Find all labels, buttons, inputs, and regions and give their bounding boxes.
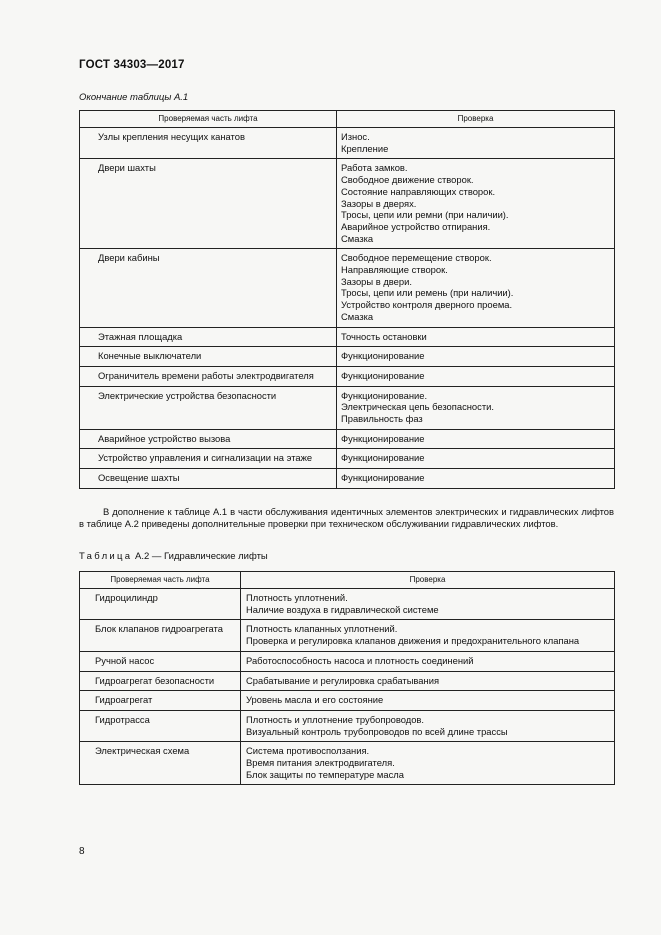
table-row bbox=[80, 128, 615, 159]
check-item: Плотность уплотнений. bbox=[246, 592, 348, 603]
column-header-check: Проверка bbox=[241, 572, 615, 589]
table-row bbox=[80, 469, 615, 489]
check-item: Аварийное устройство отпирания. bbox=[341, 220, 491, 232]
check-item: Визуальный контроль трубопроводов по всей длине трассы bbox=[246, 725, 508, 737]
check-item: Функционирование bbox=[341, 472, 425, 484]
table-row bbox=[80, 249, 615, 327]
table-row bbox=[80, 620, 615, 651]
column-header-check: Проверка bbox=[337, 111, 615, 128]
document-id: ГОСТ 34303—2017 bbox=[79, 59, 185, 71]
table-row bbox=[80, 589, 615, 620]
check-item: Уровень масла и его состояние bbox=[246, 694, 384, 706]
check-items-cell bbox=[337, 327, 615, 347]
check-item: Функционирование bbox=[341, 432, 425, 444]
check-item: Функционирование bbox=[341, 369, 425, 381]
check-item: Время питания электродвигателя. bbox=[246, 757, 395, 769]
check-item: Система противосползания. bbox=[246, 745, 370, 757]
table-row bbox=[80, 651, 615, 671]
check-item: Зазоры в дверях. bbox=[341, 197, 417, 209]
checked-part-cell: Ограничитель времени работы электродвигателя bbox=[80, 366, 337, 386]
table-a1 bbox=[79, 110, 615, 489]
checked-part-cell: Гидротрасса bbox=[80, 710, 241, 741]
check-items-cell bbox=[241, 742, 615, 785]
check-items-cell bbox=[241, 589, 615, 620]
check-items-cell bbox=[241, 710, 615, 741]
check-item: Срабатывание и регулировка срабатывания bbox=[246, 674, 440, 686]
check-item: Проверка и регулировка клапанов движения и предохранительного клапана bbox=[246, 635, 580, 647]
table-row bbox=[80, 710, 615, 741]
check-item: Наличие воздуха в гидравлической системе bbox=[246, 603, 439, 615]
checked-part-cell: Освещение шахты bbox=[80, 469, 337, 489]
check-item: Функционирование bbox=[341, 452, 425, 464]
check-items-cell bbox=[337, 449, 615, 469]
check-item: Износ. bbox=[341, 131, 370, 142]
page-number: 8 bbox=[79, 846, 85, 857]
check-item: Смазка bbox=[341, 310, 374, 322]
checked-part-cell: Электрическая схема bbox=[80, 742, 241, 785]
table2-caption bbox=[79, 551, 268, 562]
check-item: Плотность клапанных уплотнений. bbox=[246, 623, 398, 635]
table-row bbox=[80, 429, 615, 449]
check-item: Работоспособность насоса и плотность соединений bbox=[246, 654, 474, 666]
table-header-row bbox=[80, 572, 615, 589]
check-item: Электрическая цепь безопасности. bbox=[341, 401, 494, 413]
table-row bbox=[80, 159, 615, 249]
check-item: Крепление bbox=[341, 142, 389, 154]
check-item: Работа замков. bbox=[341, 162, 408, 174]
check-items-cell bbox=[337, 429, 615, 449]
check-items-cell bbox=[337, 159, 615, 249]
check-item: Смазка bbox=[341, 232, 374, 244]
table-a1-body bbox=[80, 128, 615, 489]
checked-part-cell: Устройство управления и сигнализации на этаже bbox=[80, 449, 337, 469]
table-row bbox=[80, 742, 615, 785]
check-item: Плотность и уплотнение трубопроводов. bbox=[246, 713, 425, 725]
check-items-cell bbox=[337, 249, 615, 327]
check-items-cell bbox=[241, 671, 615, 691]
body-paragraph: В дополнение к таблице А.1 в части обслуживания идентичных элементов электрических и гидравлических лифтов в таблице А.2 приведены дополнительные проверки при техническом обслуживании гидравлических лифтов. bbox=[79, 506, 614, 529]
check-item: Направляющие створок. bbox=[341, 264, 448, 276]
check-item: Свободное движение створок. bbox=[341, 174, 474, 186]
check-item: Тросы, цепи или ремни (при наличии). bbox=[341, 209, 509, 221]
checked-part-cell: Гидроагрегат безопасности bbox=[80, 671, 241, 691]
check-item: Точность остановки bbox=[341, 330, 427, 342]
checked-part-cell: Этажная площадка bbox=[80, 327, 337, 347]
check-item: Функционирование bbox=[341, 350, 425, 362]
column-header-part: Проверяемая часть лифта bbox=[80, 111, 337, 128]
checked-part-cell: Блок клапанов гидроагрегата bbox=[80, 620, 241, 651]
check-items-cell bbox=[241, 651, 615, 671]
table2-caption-word: Таблица bbox=[79, 551, 133, 562]
checked-part-cell: Гидроагрегат bbox=[80, 691, 241, 711]
checked-part-cell: Узлы крепления несущих канатов bbox=[80, 128, 337, 159]
check-item: Тросы, цепи или ремень (при наличии). bbox=[341, 287, 514, 299]
check-items-cell bbox=[337, 386, 615, 429]
checked-part-cell: Ручной насос bbox=[80, 651, 241, 671]
table-row bbox=[80, 691, 615, 711]
checked-part-cell: Двери шахты bbox=[80, 159, 337, 249]
checked-part-cell: Электрические устройства безопасности bbox=[80, 386, 337, 429]
check-items-cell bbox=[337, 366, 615, 386]
table-row bbox=[80, 347, 615, 367]
table-header-row bbox=[80, 111, 615, 128]
check-item: Состояние направляющих створок. bbox=[341, 185, 496, 197]
table-row bbox=[80, 327, 615, 347]
checked-part-cell: Гидроцилиндр bbox=[80, 589, 241, 620]
check-item: Свободное перемещение створок. bbox=[341, 252, 492, 264]
check-item: Устройство контроля дверного проема. bbox=[341, 299, 513, 311]
check-item: Зазоры в двери. bbox=[341, 275, 412, 287]
table-row bbox=[80, 386, 615, 429]
checked-part-cell: Аварийное устройство вызова bbox=[80, 429, 337, 449]
check-item: Блок защиты по температуре масла bbox=[246, 768, 404, 780]
check-items-cell bbox=[241, 691, 615, 711]
check-items-cell bbox=[241, 620, 615, 651]
table-a2-body bbox=[80, 589, 615, 785]
checked-part-cell: Двери кабины bbox=[80, 249, 337, 327]
table-row bbox=[80, 366, 615, 386]
check-items-cell bbox=[337, 469, 615, 489]
check-item: Правильность фаз bbox=[341, 413, 423, 425]
column-header-part: Проверяемая часть лифта bbox=[80, 572, 241, 589]
table-a2 bbox=[79, 571, 615, 785]
table1-caption: Окончание таблицы А.1 bbox=[79, 92, 189, 103]
check-items-cell bbox=[337, 347, 615, 367]
table2-caption-text: А.2 — Гидравлические лифты bbox=[132, 551, 268, 562]
table-row bbox=[80, 449, 615, 469]
checked-part-cell: Конечные выключатели bbox=[80, 347, 337, 367]
table-row bbox=[80, 671, 615, 691]
check-item: Функционирование. bbox=[341, 389, 428, 401]
check-items-cell bbox=[337, 128, 615, 159]
